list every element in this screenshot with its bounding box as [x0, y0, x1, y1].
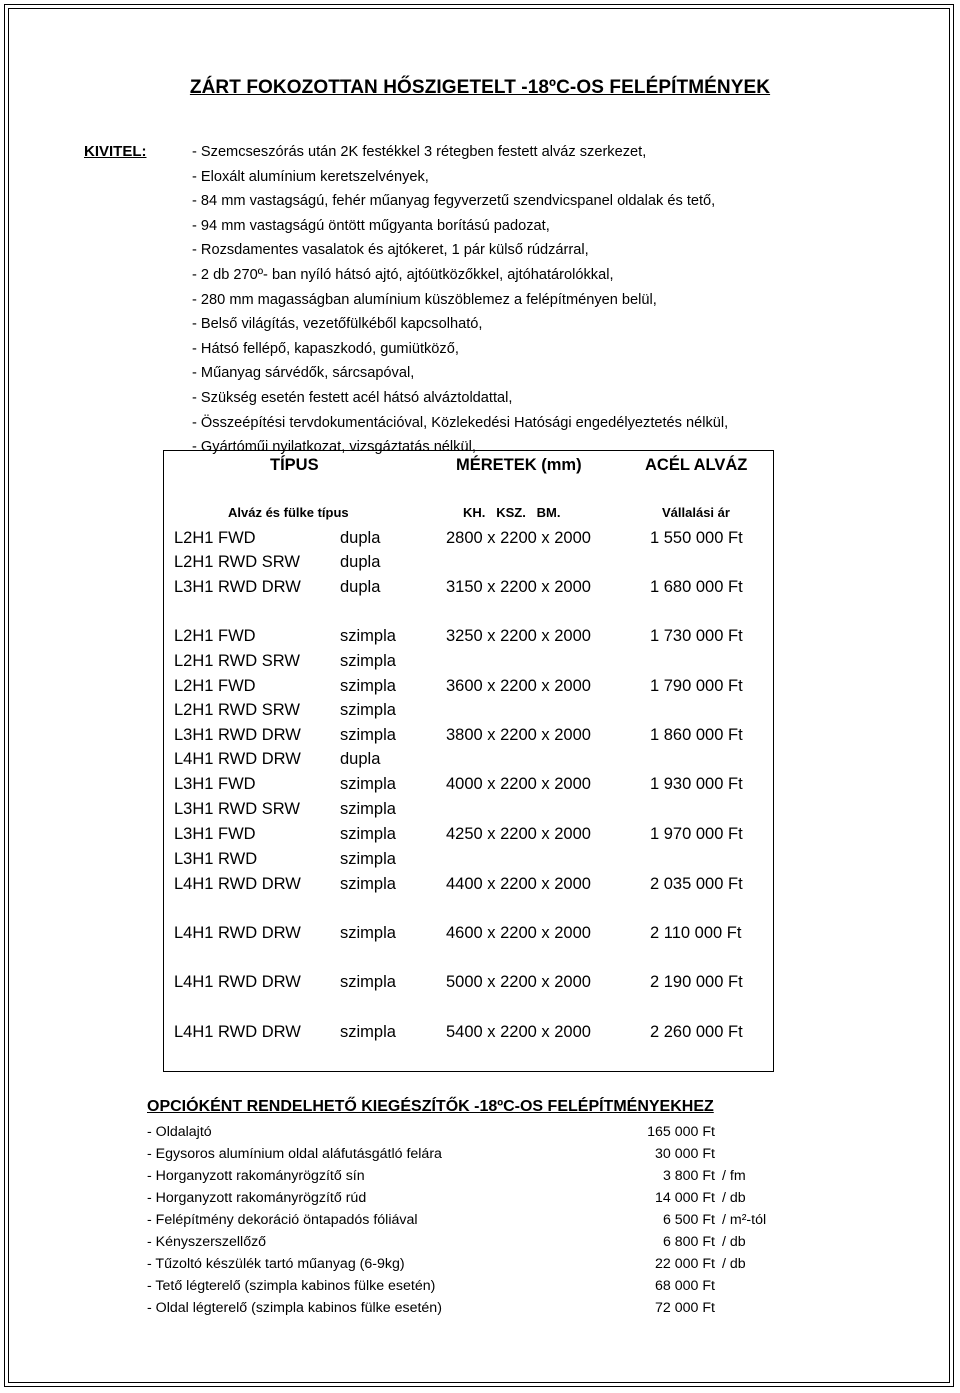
cell-dimensions: 4600 x 2200 x 2000 — [446, 924, 591, 942]
cell-price: 1 790 000 Ft — [650, 677, 743, 695]
cell-model: L3H1 RWD DRW — [174, 726, 301, 744]
cell-dimensions: 4000 x 2200 x 2000 — [446, 775, 591, 793]
option-price: 6 500 Ft — [662, 1212, 715, 1228]
cell-price: 2 110 000 Ft — [650, 924, 742, 942]
table-row — [0, 973, 960, 995]
option-name: - Egysoros alumínium oldal aláfutásgátló felára — [147, 1146, 442, 1162]
cell-dimensions: 4400 x 2200 x 2000 — [446, 875, 591, 893]
cell-cab: szimpla — [340, 973, 396, 991]
kivitel-item: - Szemcseszórás után 2K festékkel 3 rétegben festett alváz szerkezet, — [192, 144, 647, 160]
table-row — [0, 800, 960, 822]
option-price: 68 000 Ft — [655, 1278, 715, 1294]
cell-model: L2H1 FWD — [174, 529, 256, 547]
option-item — [0, 1234, 960, 1254]
option-price: 14 000 Ft — [655, 1190, 715, 1206]
cell-model: L4H1 RWD DRW — [174, 875, 301, 893]
cell-cab: dupla — [340, 529, 381, 547]
cell-model: L3H1 RWD SRW — [174, 800, 300, 818]
option-price: 22 000 Ft — [655, 1256, 715, 1272]
kivitel-item: - Rozsdamentes vasalatok és ajtókeret, 1 pár külső rúdzárral, — [192, 242, 589, 259]
cell-dimensions: 5000 x 2200 x 2000 — [446, 973, 591, 991]
cell-dimensions: 3800 x 2200 x 2000 — [446, 726, 591, 744]
kivitel-item: - 94 mm vastagságú öntött műgyanta borítású padozat, — [192, 217, 550, 234]
option-price: 3 800 Ft — [662, 1168, 715, 1184]
cell-price: 2 260 000 Ft — [650, 1023, 743, 1041]
option-name: - Horganyzott rakományrögzítő rúd — [147, 1190, 367, 1206]
cell-cab: dupla — [340, 578, 381, 596]
table-row — [0, 553, 960, 575]
option-unit: / db — [722, 1234, 746, 1250]
table-row — [0, 1023, 960, 1045]
cell-dimensions: 3150 x 2200 x 2000 — [446, 578, 591, 596]
cell-cab: szimpla — [340, 627, 396, 645]
cell-price: 1 550 000 Ft — [650, 529, 743, 547]
table-row — [0, 677, 960, 699]
kivitel-item: - 280 mm magasságban alumínium küszöblemez a felépítményen belül, — [192, 291, 657, 308]
option-item — [0, 1146, 960, 1166]
cell-model: L3H1 RWD — [174, 850, 258, 868]
option-name: - Tető légterelő (szimpla kabinos fülke esetén) — [147, 1278, 436, 1294]
cell-dimensions: 2800 x 2200 x 2000 — [446, 529, 591, 547]
table-subheader-dimensions: KH. KSZ. BM. — [463, 505, 561, 520]
option-name: - Horganyzott rakományrögzítő sín — [147, 1168, 365, 1184]
table-row — [0, 825, 960, 847]
cell-model: L2H1 RWD SRW — [174, 652, 300, 670]
table-row — [0, 529, 960, 551]
cell-cab: dupla — [340, 553, 381, 571]
cell-cab: szimpla — [340, 701, 396, 719]
cell-cab: dupla — [340, 750, 381, 768]
cell-cab: szimpla — [340, 825, 396, 843]
cell-model: L3H1 RWD DRW — [174, 578, 301, 596]
cell-model: L2H1 RWD SRW — [174, 701, 300, 719]
cell-cab: szimpla — [340, 726, 396, 744]
option-name: - Kényszerszellőző — [147, 1234, 267, 1250]
option-item — [0, 1300, 960, 1320]
option-unit: / m²-tól — [722, 1212, 767, 1228]
page-title: ZÁRT FOKOZOTTAN HŐSZIGETELT -18ºC-OS FELÉPÍTMÉNYEK — [189, 77, 771, 98]
cell-model: L4H1 RWD DRW — [174, 750, 301, 768]
option-name: - Felépítmény dekoráció öntapadós fóliával — [147, 1212, 418, 1228]
cell-cab: szimpla — [340, 1023, 396, 1041]
cell-model: L4H1 RWD DRW — [174, 1023, 301, 1041]
table-row — [0, 652, 960, 674]
table-header-type: TÍPUS — [270, 456, 319, 474]
cell-dimensions: 5400 x 2200 x 2000 — [446, 1023, 591, 1041]
cell-cab: szimpla — [340, 924, 396, 942]
table-row — [0, 850, 960, 872]
table-row — [0, 875, 960, 897]
table-header-chassis: ACÉL ALVÁZ — [645, 456, 748, 474]
cell-cab: szimpla — [340, 800, 396, 818]
table-subheader-type: Alváz és fülke típus — [228, 505, 349, 520]
cell-price: 1 730 000 Ft — [650, 627, 743, 645]
table-row — [0, 627, 960, 649]
option-item — [0, 1190, 960, 1210]
option-unit: / db — [722, 1190, 746, 1206]
option-item — [0, 1168, 960, 1188]
option-price: 6 800 Ft — [662, 1234, 715, 1250]
kivitel-item: - Hátsó fellépő, kapaszkodó, gumiütköző, — [192, 340, 459, 357]
table-subheader-price: Vállalási ár — [662, 505, 730, 520]
kivitel-label: KIVITEL: — [84, 143, 147, 160]
table-row — [0, 578, 960, 600]
table-header-dimensions: MÉRETEK (mm) — [456, 456, 582, 474]
cell-price: 1 680 000 Ft — [650, 578, 743, 596]
option-item — [0, 1212, 960, 1232]
table-row — [0, 924, 960, 946]
kivitel-item: - 2 db 270º- ban nyíló hátsó ajtó, ajtóütközőkkel, ajtóhatárolókkal, — [192, 266, 614, 283]
table-row — [0, 750, 960, 772]
cell-model: L2H1 RWD SRW — [174, 553, 300, 571]
option-name: - Oldalajtó — [147, 1124, 212, 1140]
option-price: 72 000 Ft — [655, 1300, 715, 1316]
cell-dimensions: 4250 x 2200 x 2000 — [446, 825, 591, 843]
option-name: - Oldal légterelő (szimpla kabinos fülke esetén) — [147, 1300, 442, 1316]
cell-model: L3H1 FWD — [174, 775, 256, 793]
cell-cab: szimpla — [340, 875, 396, 893]
kivitel-item: - 84 mm vastagságú, fehér műanyag fegyverzetű szendvicspanel oldalak és tető, — [192, 193, 716, 210]
options-title: OPCIÓKÉNT RENDELHETŐ KIEGÉSZÍTŐK -18ºC-OS FELÉPÍTMÉNYEKHEZ — [147, 1098, 714, 1115]
kivitel-item: - Belső világítás, vezetőfülkéből kapcsolható, — [192, 316, 483, 333]
kivitel-item: - Műanyag sárvédők, sárcsapóval, — [192, 365, 415, 382]
cell-cab: szimpla — [340, 652, 396, 670]
table-row — [0, 775, 960, 797]
cell-model: L3H1 FWD — [174, 825, 256, 843]
cell-dimensions: 3250 x 2200 x 2000 — [446, 627, 591, 645]
option-item — [0, 1256, 960, 1276]
option-name: - Tűzoltó készülék tartó műanyag (6-9kg) — [147, 1256, 405, 1272]
cell-price: 2 190 000 Ft — [650, 973, 743, 991]
kivitel-list — [192, 143, 728, 463]
table-row — [0, 701, 960, 723]
kivitel-item: - Gyártóműi nyilatkozat, vizsgáztatás nélkül, — [192, 439, 476, 456]
option-unit: / fm — [722, 1168, 746, 1184]
kivitel-item: - Eloxált alumínium keretszelvények, — [192, 168, 429, 185]
table-row — [0, 726, 960, 748]
cell-dimensions: 3600 x 2200 x 2000 — [446, 677, 591, 695]
cell-cab: szimpla — [340, 775, 396, 793]
option-price: 30 000 Ft — [655, 1146, 715, 1162]
option-unit: / db — [722, 1256, 746, 1272]
cell-price: 1 860 000 Ft — [650, 726, 743, 744]
cell-price: 1 970 000 Ft — [650, 825, 743, 843]
cell-cab: szimpla — [340, 677, 396, 695]
cell-price: 2 035 000 Ft — [650, 875, 743, 893]
cell-model: L4H1 RWD DRW — [174, 973, 301, 991]
cell-model: L4H1 RWD DRW — [174, 924, 301, 942]
cell-cab: szimpla — [340, 850, 396, 868]
kivitel-item: - Összeépítési tervdokumentációval, Közlekedési Hatósági engedélyeztetés nélkül, — [192, 414, 729, 431]
cell-model: L2H1 FWD — [174, 627, 256, 645]
option-item — [0, 1124, 960, 1144]
option-price: 165 000 Ft — [647, 1124, 715, 1140]
kivitel-item: - Szükség esetén festett acél hátsó alváztoldattal, — [192, 389, 513, 406]
cell-model: L2H1 FWD — [174, 677, 256, 695]
cell-price: 1 930 000 Ft — [650, 775, 743, 793]
option-item — [0, 1278, 960, 1298]
